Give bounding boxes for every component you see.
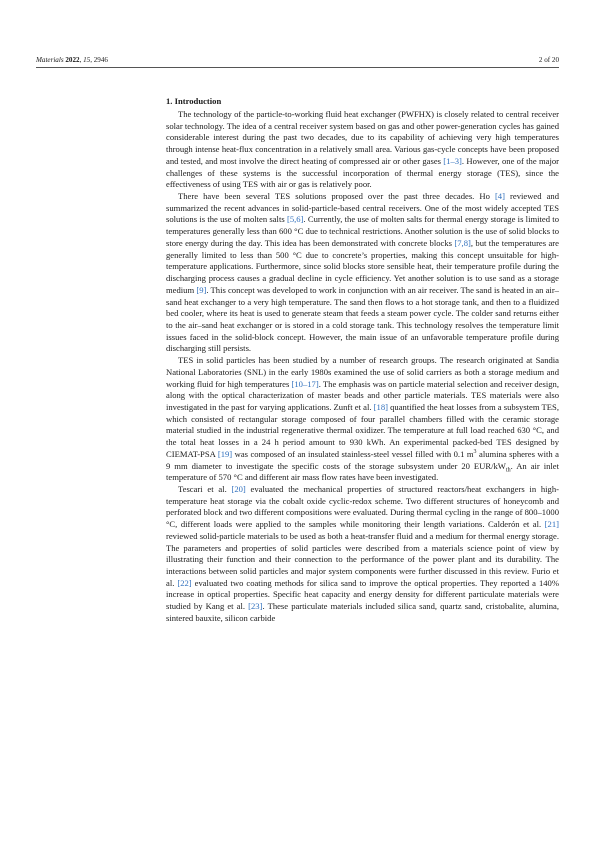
citation-link[interactable]: [1–3]: [443, 155, 462, 166]
text-run: . An air inlet temperature of 570 °C and different air mass flow rates have been investigated.: [166, 460, 559, 483]
section-title: 1. Introduction: [166, 96, 222, 106]
text-run: Tescari et al.: [178, 484, 232, 494]
journal-name: Materials: [36, 56, 64, 64]
journal-year: 2022: [65, 56, 80, 64]
text-run: reviewed solid-particle materials to be used as both a heat-transfer fluid and a medium for thermal energy storage. The parameters and properties of solid particles were described from a materials science point of view by illustrating their function and their connection to the performance of the power plant and its durability. The interactions between solid particles and major system components were further discussed in this review. Furio et al.: [166, 530, 559, 588]
paragraph: [166, 191, 559, 355]
citation-link[interactable]: [23]: [248, 601, 263, 612]
citation-link[interactable]: [5,6]: [286, 214, 304, 225]
text-run: evaluated two coating methods for silica sand to improve the optical properties. They reported a 140% increase in optical properties. Specific heat capacity and energy density for different particulate materials were studied by Kang et al.: [166, 577, 560, 612]
text-run: . Currently, the use of molten salts for thermal energy storage is limited to temperatures generally less than 600 °C due to technical restrictions. Another solution is the use of solid blocks to store energy during the day. This idea has been demonstrated with concrete blocks: [166, 214, 559, 248]
text-run: . This concept was developed to work in conjunction with an air receiver. The sand is heated in an air–sand heat exchanger to a very high temperature. The sand then flows to a hot storage tank, and then to a fluidized bed cooler, where its heat is used to generate steam that feeds a steam power cycle. The colder sand returns either to the air–sand heat exchanger or is stored in a cold storage tank. This technology resolves the temperature limit issues faced in the solid-block concept. However, the main issue of an unfavorable temperature profile during discharging still persists.: [166, 284, 559, 354]
citation-link[interactable]: [20]: [231, 484, 246, 494]
article-number: 2946: [93, 56, 108, 64]
paragraph: [166, 484, 559, 625]
citation-link[interactable]: [22]: [177, 577, 192, 588]
text-run: . The emphasis was on particle material selection and receiver design, along with the optical characterization of master beads and other particle materials. TES materials were also investigated in the past for varying applications. Zunft et al.: [166, 378, 560, 412]
journal-volume: 15: [83, 56, 91, 64]
paragraph: [166, 109, 559, 191]
superscript: 3: [473, 448, 477, 455]
citation-link[interactable]: [9]: [196, 284, 207, 295]
citation-link[interactable]: [19]: [217, 448, 233, 459]
header-rule: [36, 67, 559, 68]
subscript: th: [505, 467, 511, 474]
paragraph: [166, 355, 559, 484]
text-run: alumina spheres with a 9 mm diameter to investigate the specific costs of the storage subsystem under 20 EUR/kW: [166, 448, 559, 471]
page-number: 2 of 20: [538, 56, 559, 64]
text-run: TES in solid particles has been studied by a number of research groups. The research originated at Sandia National Laboratories (SNL) in the early 1980s examined the use of solid carriers as both a storage medium and working fluid for high temperatures: [166, 355, 559, 389]
running-header: [36, 54, 559, 68]
text-run: was composed of an insulated stainless-steel vessel filled with 0.1 m: [232, 448, 474, 459]
text-run: . However, one of the major challenges of these systems is the successful incorporation of thermal energy storage (TES), since the effectiveness of using TES with air or gas is relatively poor.: [166, 155, 559, 190]
journal-citation: Materials 2022, 15, 2946: [36, 56, 108, 64]
citation-link[interactable]: [4]: [494, 191, 505, 202]
citation-link[interactable]: [18]: [373, 401, 388, 412]
citation-link[interactable]: [10–17]: [291, 378, 319, 389]
main-content: [166, 95, 559, 625]
citation-link[interactable]: [21]: [544, 519, 559, 530]
text-run: evaluated the mechanical properties of structured reactors/heat exchangers in high-temperature heat storage via the cobalt oxide cyclic-redox scheme. Two different structures of honeycomb and perforated block and two different compositions were evaluated. During thermal cycling in the range of 800–1000 °C, different loads were applied to the samples while monitoring their length variations. Calderón et al.: [166, 484, 559, 530]
text-run: There have been several TES solutions proposed over the past three decades. Ho: [178, 191, 495, 202]
text-run: The technology of the particle-to-working fluid heat exchanger (PWFHX) is closely related to central receiver solar technology. The idea of a central receiver system based on gas and other power-generation cycles has gained considerable interest during the past two decades, due to its capability of achieving very high temperatures through intense heat-flux concentration in a relatively small area. Various gas-cycle concepts have been proposed and tested, and most involve the direct heating of compressed air or other gases: [166, 109, 559, 166]
text-run: . These particulate materials included silica sand, quartz sand, cristobalite, alumina, sintered bauxite, silicon carbide: [166, 601, 560, 623]
body-text: [166, 109, 559, 625]
citation-link[interactable]: [7,8]: [454, 237, 471, 248]
text-run: , but the temperatures are generally limited to less than 500 °C due to concrete’s properties, making this concept unsuitable for high-temperature applications. Furthermore, since solid blocks store sensible heat, their temperature profile during the discharging process causes a gradual decline in cycle efficiency. Yet another solution is to use sand as a storage medium: [166, 237, 559, 295]
text-run: reviewed and summarized the recent advances in solid-particle-based central receivers. One of the most widely accepted TES solutions is the use of molten salts: [166, 191, 559, 225]
text-run: quantified the heat losses from a subsystem TES, which consisted of rectangular storage composed of four parallel chambers filled with the ceramic storage material studied in the industrial regenerative thermal oxidizer. The temperature at full load reached 630 °C, and the total heat losses in a 24 h period amount to 930 kWh. An experimental packed-bed TES designed by CIEMAT-PSA: [166, 401, 559, 459]
